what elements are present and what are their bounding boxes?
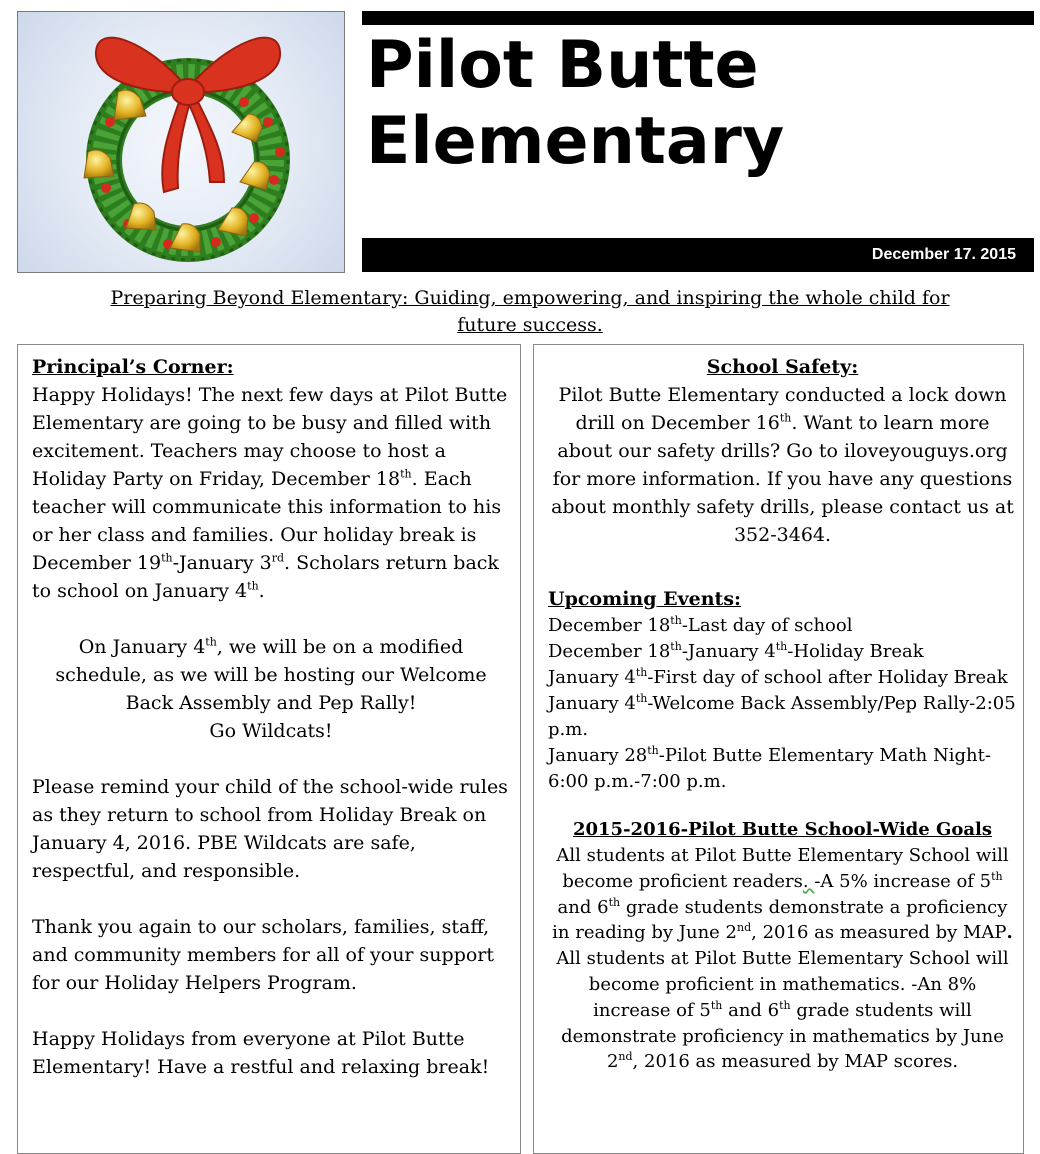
upcoming-events-heading: Upcoming Events:	[548, 588, 742, 610]
principal-paragraph-5: Happy Holidays from everyone at Pilot Butte Elementary! Have a restful and relaxing break!	[32, 1028, 490, 1078]
school-goals-heading: 2015-2016-Pilot Butte School-Wide Goals	[572, 819, 993, 840]
list-item: January 4th-Welcome Back Assembly/Pep Rally-2:05 p.m.	[548, 692, 1016, 740]
list-item: December 18th-January 4th-Holiday Break	[548, 640, 924, 662]
right-column	[533, 344, 1024, 1154]
goal-math: All students at Pilot Butte Elementary School will become proficient in mathematics. -An 8% increase of 5th and 6th grade students will demonstrate proficiency in mathematics by June 2nd, 2016 as measured by MAP scores.	[556, 948, 1009, 1073]
issue-date: December 17. 2015	[871, 246, 1016, 263]
principals-corner-column	[17, 344, 521, 1154]
title-line-2: Elementary	[366, 104, 785, 179]
tagline-line-1: Preparing Beyond Elementary: Guiding, empowering, and inspiring the whole child for	[110, 287, 950, 309]
principal-paragraph-1: Happy Holidays! The next few days at Pilot Butte Elementary are going to be busy and filled with excitement. Teachers may choose to host a Holiday Party on Friday, December 18th. Each teacher will communicate this information to his or her class and families. Our holiday break is December 19th-January 3rd. Scholars return back to school on January 4th.	[32, 384, 508, 602]
tagline-line-2: future success.	[457, 314, 603, 336]
principal-paragraph-4: Thank you again to our scholars, families, staff, and community members for all of your support for our Holiday Helpers Program.	[32, 916, 495, 994]
wreath-icon	[18, 12, 344, 272]
principal-paragraph-2: On January 4th, we will be on a modified schedule, as we will be hosting our Welcome Back Assembly and Pep Rally! Go Wildcats!	[55, 635, 487, 742]
go-wildcats: Go Wildcats!	[209, 720, 333, 742]
page-title	[366, 28, 1036, 180]
school-safety-text: Pilot Butte Elementary conducted a lock down drill on December 16th. Want to learn more about our safety drills? Go to iloveyouguys.org for more information. If you have any questions about monthly safety drills, please contact us at 352-3464.	[551, 384, 1014, 546]
list-item: January 28th-Pilot Butte Elementary Math Night-6:00 p.m.-7:00 p.m.	[548, 744, 991, 792]
principals-corner-heading: Principal’s Corner:	[32, 356, 234, 378]
title-line-1: Pilot Butte	[366, 28, 759, 103]
school-safety-heading: School Safety:	[706, 356, 859, 378]
tagline	[60, 285, 1000, 339]
wreath-logo	[17, 11, 345, 273]
goal-reading: All students at Pilot Butte Elementary School will become proficient readers. -A 5% increase of 5th and 6th grade students demonstrate a proficiency in reading by June 2nd, 2016 as measured by MAP.	[552, 845, 1013, 944]
list-item: December 18th-Last day of school	[548, 614, 853, 636]
list-item: January 4th-First day of school after Holiday Break	[548, 666, 1008, 688]
principal-paragraph-3: Please remind your child of the school-wide rules as they return to school from Holiday Break on January 4, 2016. PBE Wildcats are safe, respectful, and responsible.	[32, 776, 508, 882]
upcoming-events-list	[548, 613, 1017, 795]
title-top-rule	[362, 11, 1034, 25]
school-goals-text	[548, 843, 1017, 1075]
date-banner	[362, 238, 1034, 272]
